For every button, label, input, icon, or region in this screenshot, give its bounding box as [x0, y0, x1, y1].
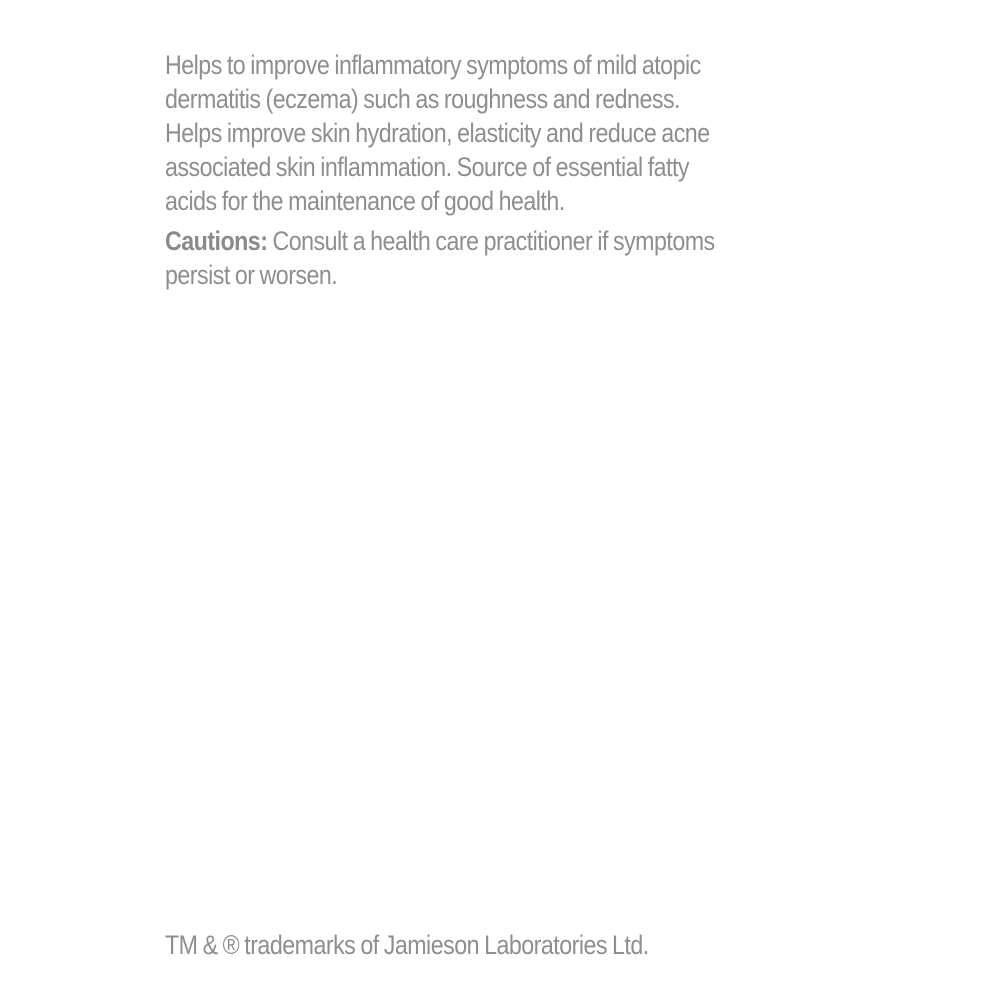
cautions-line-1: Consult a health care practitioner if symptoms	[267, 226, 715, 256]
cautions-line-2: persist or worsen.	[165, 260, 338, 290]
trademark-footer: TM & ® trademarks of Jamieson Laboratories Ltd.	[165, 930, 649, 960]
cautions-label: Cautions:	[165, 226, 268, 256]
description-line-3: Helps improve skin hydration, elasticity and reduce acne	[165, 118, 710, 148]
product-text-block	[165, 48, 758, 292]
cautions-paragraph	[165, 224, 758, 292]
description-paragraph	[165, 48, 758, 218]
description-line-5: acids for the maintenance of good health.	[165, 186, 565, 216]
description-line-2: dermatitis (eczema) such as roughness and redness.	[165, 84, 680, 114]
description-line-4: associated skin inflammation. Source of essential fatty	[165, 152, 690, 182]
description-line-1: Helps to improve inflammatory symptoms of mild atopic	[165, 50, 701, 80]
